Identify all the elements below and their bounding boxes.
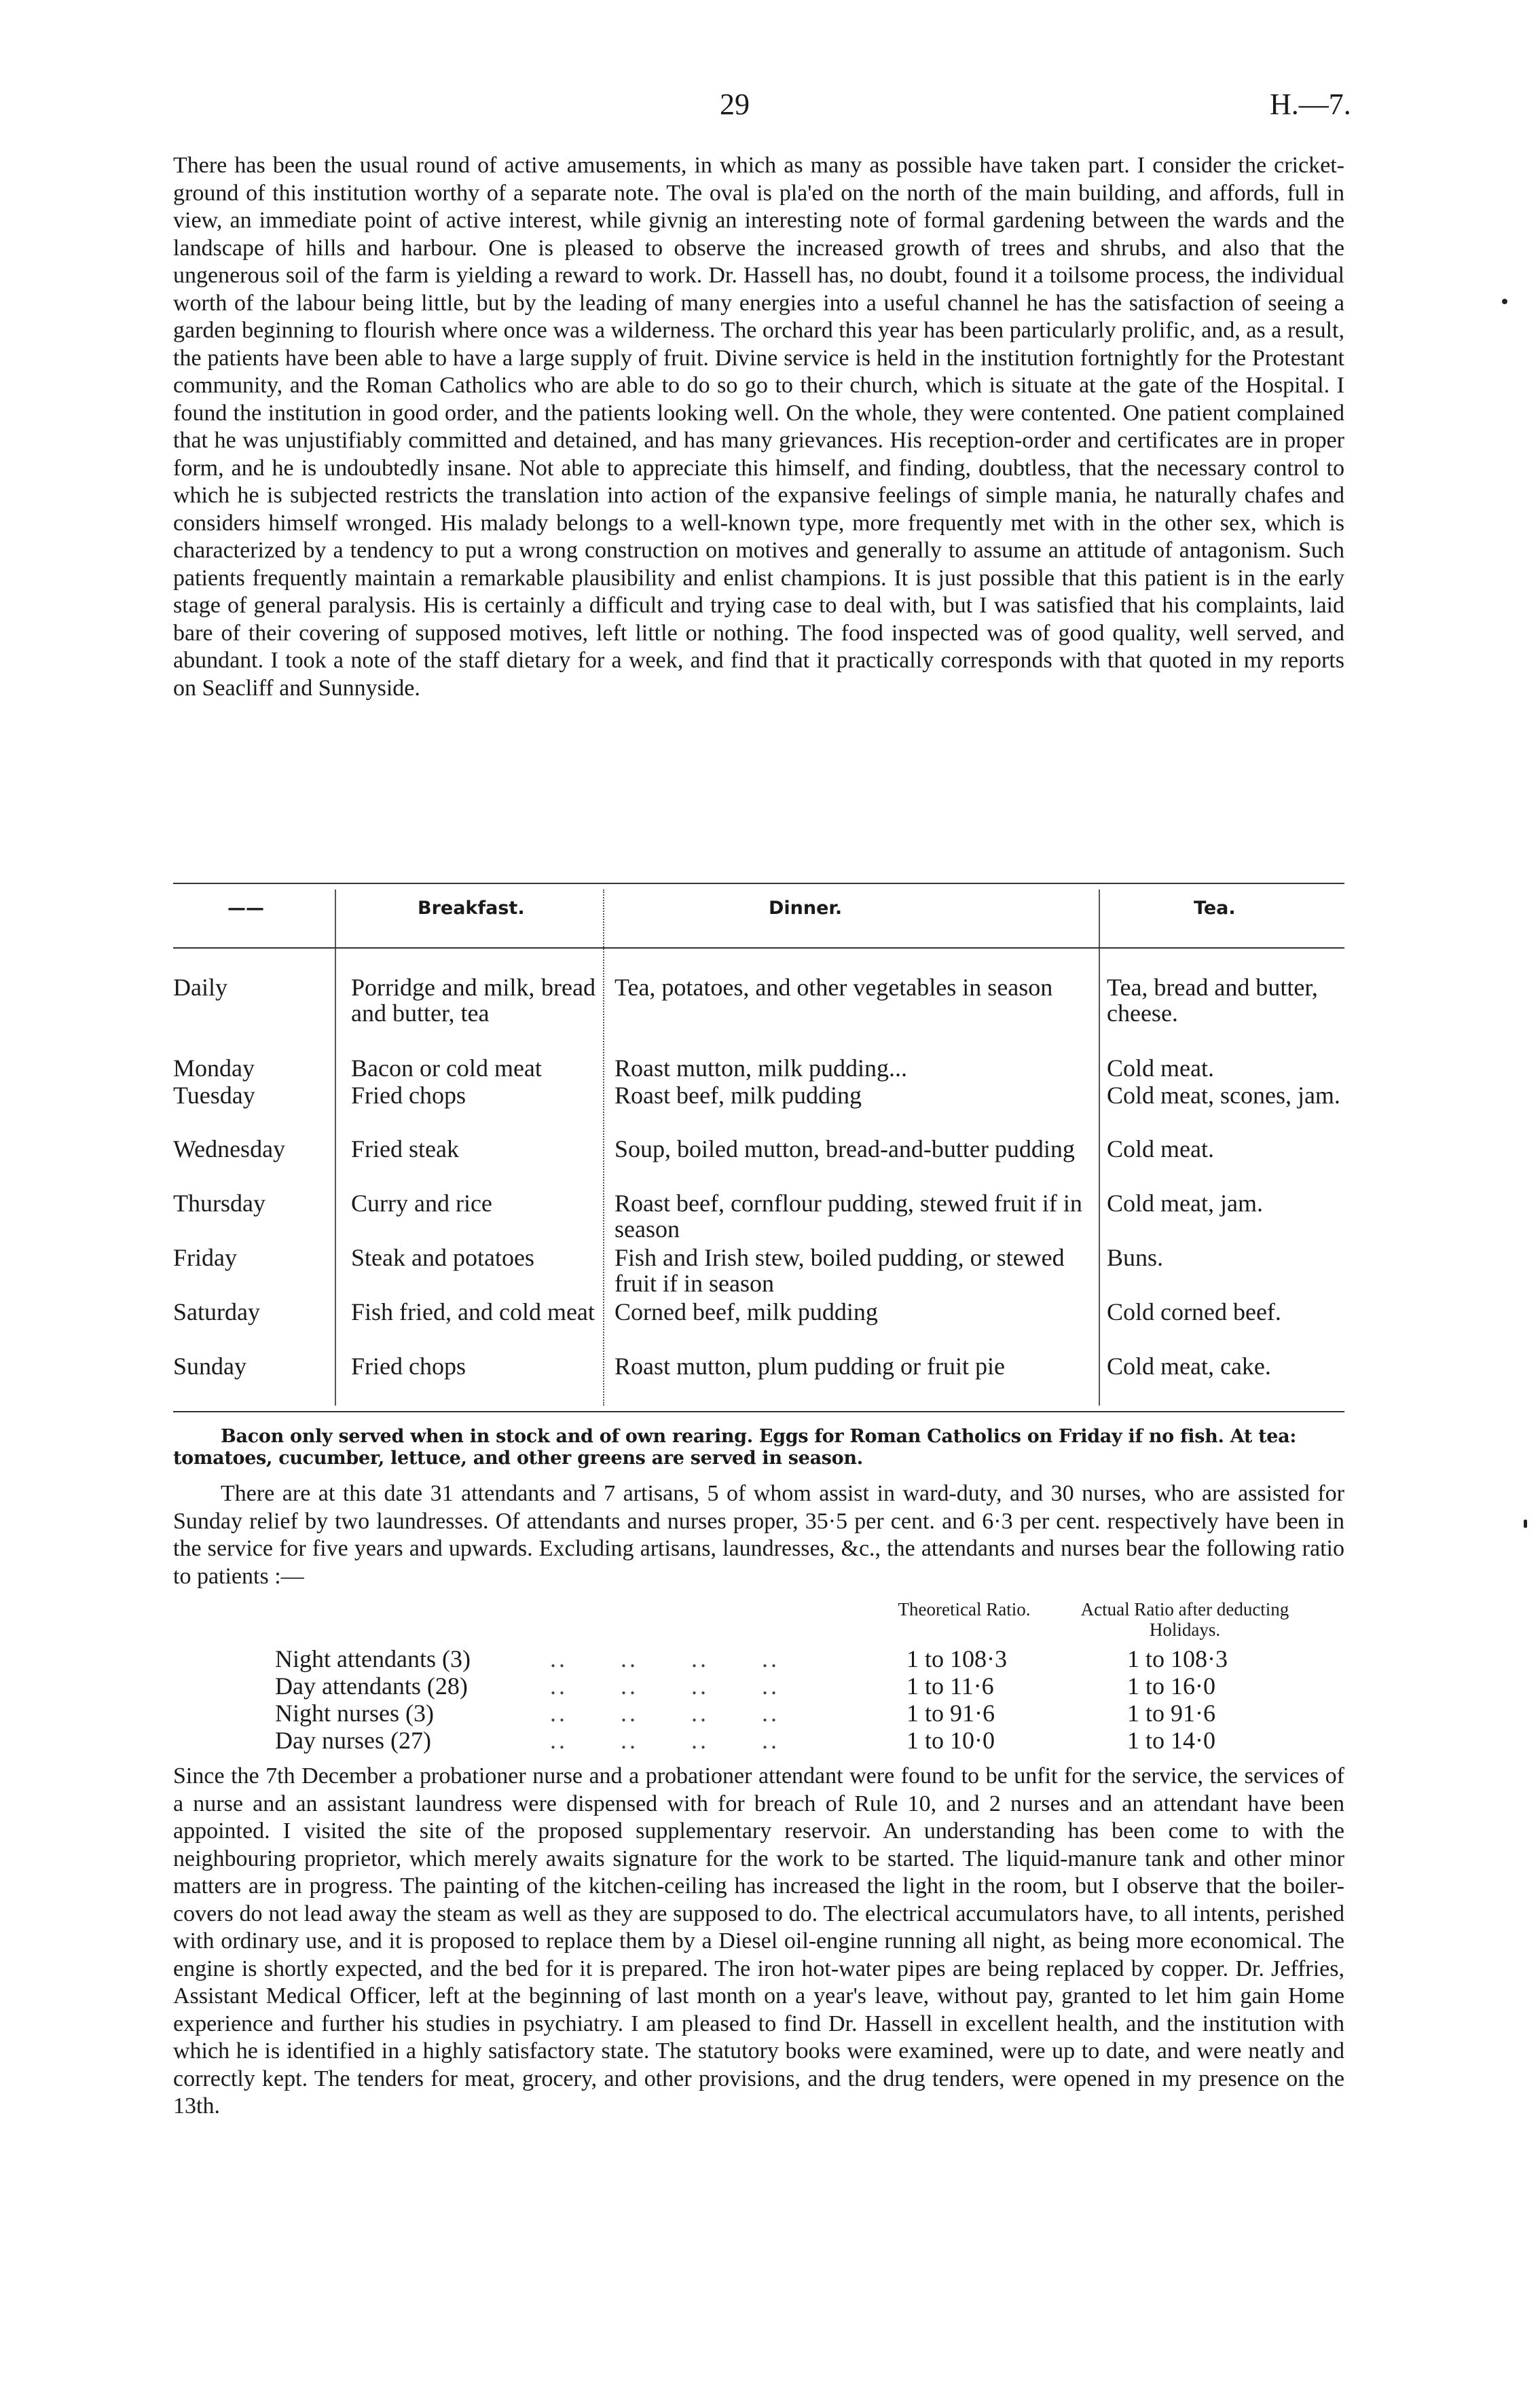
tea-cell: Cold meat, scones, jam.: [1107, 1082, 1340, 1109]
theoretical-ratio: 1 to 108·3: [906, 1645, 1007, 1672]
ratio-label: Night nurses (3): [275, 1700, 434, 1727]
dinner-cell: Corned beef, milk pudding: [615, 1298, 878, 1325]
breakfast-cell: Porridge and milk, bread and butter, tea: [351, 974, 595, 1027]
actual-ratio: 1 to 91·6: [1127, 1700, 1215, 1727]
dinner-cell: Roast mutton, plum pudding or fruit pie: [615, 1353, 1005, 1380]
breakfast-cell: Steak and potatoes: [351, 1244, 534, 1271]
theoretical-ratio: 1 to 91·6: [906, 1700, 995, 1727]
header-dinner: Dinner.: [769, 898, 843, 919]
table-header-rule: [173, 947, 1344, 949]
ratio-label: Night attendants (3): [275, 1645, 471, 1672]
dinner-cell: Fish and Irish stew, boiled pudding, or stewed fruit if in season: [615, 1244, 1065, 1297]
breakfast-cell: Fried steak: [351, 1135, 459, 1162]
table-top-rule: [173, 883, 1344, 884]
dinner-cell: Roast mutton, milk pudding...: [615, 1055, 908, 1082]
breakfast-cell: Bacon or cold meat: [351, 1055, 542, 1082]
dinner-cell: Roast beef, milk pudding: [615, 1082, 862, 1109]
intro-paragraph: There has been the usual round of active amusements, in which as many as possible have taken part. I consider the cricket-ground of this institution worthy of a separate note. The oval is pla'ed on the north of the main building, and affords, full in view, an immediate point of active interest, while givnig an interesting note of formal gardening between the wards and the landscape of hills and harbour. One is pleased to observe the increased growth of trees and shrubs, and also that the ungenerous soil of the farm is yielding a reward to work. Dr. Hassell has, no doubt, found it a toilsome process, the individual worth of the labour being little, but by the leading of many energies into a useful channel he has the satisfaction of seeing a garden beginning to flourish where once was a wilderness. The orchard this year has been particularly prolific, and, as a result, the patients have been able to have a large supply of fruit. Divine service is held in the institution fortnightly for the Protestant community, and the Roman Catholics who are able to do so go to their church, which is situate at the gate of the Hospital. I found the institution in good order, and the patients looking well. On the whole, they were contented. One patient complained that he was unjustifiably committed and detained, and has many grievances. His reception-order and certificates are in proper form, and he is undoubtedly insane. Not able to appreciate this himself, and finding, doubtless, that the necessary control to which he is subjected restricts the translation into action of the expansive feelings of simple mania, he naturally chafes and considers himself wronged. His malady belongs to a well-known type, more frequently met with in the other sex, which is characterized by a tendency to put a wrong construction on motives and generally to assume an attitude of antagonism. Such patients frequently maintain a remarkable plausibility and enlist champions. It is just possible that this patient is in the early stage of general paralysis. His is certainly a difficult and trying case to deal with, but I was satisfied that his complaints, laid bare of their covering of supposed motives, left little or nothing. The food inspected was of good quality, well served, and abundant. I took a note of the staff dietary for a week, and find that it practically corresponds with that quoted in my reports on Seacliff and Sunnyside.: [173, 153, 1344, 701]
day-cell: Sunday: [173, 1353, 246, 1380]
attendants-paragraph: There are at this date 31 attendants and 7 artisans, 5 of whom assist in ward-duty, and 30 nurses, who are assisted for Sunday relief by two laundresses. Of attendants and nurses proper, 35·5 per cent. and 6·3 per cent. respectively have been in the service for five years and upwards. Excluding artisans, laundresses, &c., the attendants and nurses bear the following ratio to patients :—: [173, 1481, 1344, 1589]
ratio-row: [275, 1672, 1307, 1699]
dinner-cell: Soup, boiled mutton, bread-and-butter pudding: [615, 1135, 1075, 1162]
table-bottom-rule: [173, 1411, 1344, 1412]
theoretical-ratio: 1 to 10·0: [906, 1727, 995, 1754]
tea-cell: Cold meat, cake.: [1107, 1353, 1271, 1380]
theoretical-ratio: 1 to 11·6: [906, 1672, 994, 1700]
actual-ratio: 1 to 16·0: [1127, 1672, 1215, 1700]
header-day: ——: [227, 898, 264, 919]
theoretical-ratio-header: Theoretical Ratio.: [898, 1599, 1031, 1619]
tea-cell: Cold meat.: [1107, 1135, 1214, 1162]
day-cell: Monday: [173, 1055, 255, 1082]
header-tea: Tea.: [1194, 898, 1236, 919]
day-cell: Saturday: [173, 1298, 260, 1325]
tea-cell: Cold corned beef.: [1107, 1298, 1281, 1325]
day-cell: Friday: [173, 1244, 237, 1271]
breakfast-cell: Fried chops: [351, 1353, 466, 1380]
actual-ratio: 1 to 108·3: [1127, 1645, 1228, 1672]
ratio-row: [275, 1726, 1307, 1753]
diet-footnote: Bacon only served when in stock and of own rearing. Eggs for Roman Catholics on Friday if no fish. At tea: tomatoes, cucumber, lettuce, and other greens are served in season.: [173, 1426, 1297, 1469]
actual-ratio-header: Actual Ratio after deducting Holidays.: [1080, 1599, 1289, 1640]
day-cell: Tuesday: [173, 1082, 255, 1109]
day-cell: Thursday: [173, 1190, 265, 1217]
dinner-cell: Roast beef, cornflour pudding, stewed fruit if in season: [615, 1190, 1082, 1243]
ratio-label: Day nurses (27): [275, 1727, 431, 1754]
leader-dots: .. .. .. ..: [550, 1700, 780, 1727]
header-breakfast: Breakfast.: [418, 898, 525, 919]
breakfast-cell: Curry and rice: [351, 1190, 492, 1217]
column-divider: [603, 890, 604, 1406]
dinner-cell: Tea, potatoes, and other vegetables in season: [615, 974, 1053, 1001]
scan-speck: [1502, 299, 1507, 304]
tea-cell: Cold meat, jam.: [1107, 1190, 1263, 1217]
tea-cell: Buns.: [1107, 1244, 1164, 1271]
breakfast-cell: Fish fried, and cold meat: [351, 1298, 595, 1325]
ratio-row: [275, 1699, 1307, 1726]
breakfast-cell: Fried chops: [351, 1082, 466, 1109]
day-cell: Wednesday: [173, 1135, 286, 1162]
closing-paragraph: Since the 7th December a probationer nurse and a probationer attendant were found to be unfit for the service, the services of a nurse and an assistant laundress were dispensed with for breach of Rule 10, and 2 nurses and an attendant have been appointed. I visited the site of the proposed supplementary reservoir. An understanding has been come to with the neighbouring proprietor, which merely awaits signature for the work to be started. The liquid-manure tank and other minor matters are in progress. The painting of the kitchen-ceiling has increased the light in the room, but I observe that the boiler-covers do not lead away the steam as well as they are supposed to do. The electrical accumulators have, to all intents, perished with ordinary use, and it is proposed to replace them by a Diesel oil-engine running all night, as being more economical. The engine is shortly expected, and the bed for it is prepared. The iron hot-water pipes are being replaced by copper. Dr. Jeffries, Assistant Medical Officer, left at the beginning of last month on a year's leave, without pay, granted to let him gain Home experience and further his studies in psychiatry. I am pleased to find Dr. Hassell in excellent health, and the institution with which he is identified in a highly satisfactory state. The statutory books were examined, were up to date, and were neatly and correctly kept. The tenders for meat, grocery, and other provisions, and the drug tenders, were opened in my presence on the 13th.: [173, 1763, 1344, 2119]
leader-dots: .. .. .. ..: [550, 1672, 780, 1700]
ratio-label: Day attendants (28): [275, 1672, 468, 1700]
tea-cell: Cold meat.: [1107, 1055, 1214, 1082]
scan-speck: [1524, 1520, 1527, 1528]
ratio-row: [275, 1645, 1307, 1672]
leader-dots: .. .. .. ..: [550, 1727, 780, 1754]
leader-dots: .. .. .. ..: [550, 1645, 780, 1672]
report-code: H.—7.: [1270, 88, 1351, 121]
tea-cell: Tea, bread and butter, cheese.: [1107, 974, 1318, 1027]
actual-ratio: 1 to 14·0: [1127, 1727, 1215, 1754]
day-cell: Daily: [173, 974, 227, 1001]
column-divider: [1099, 890, 1100, 1406]
page-number: 29: [720, 88, 750, 121]
